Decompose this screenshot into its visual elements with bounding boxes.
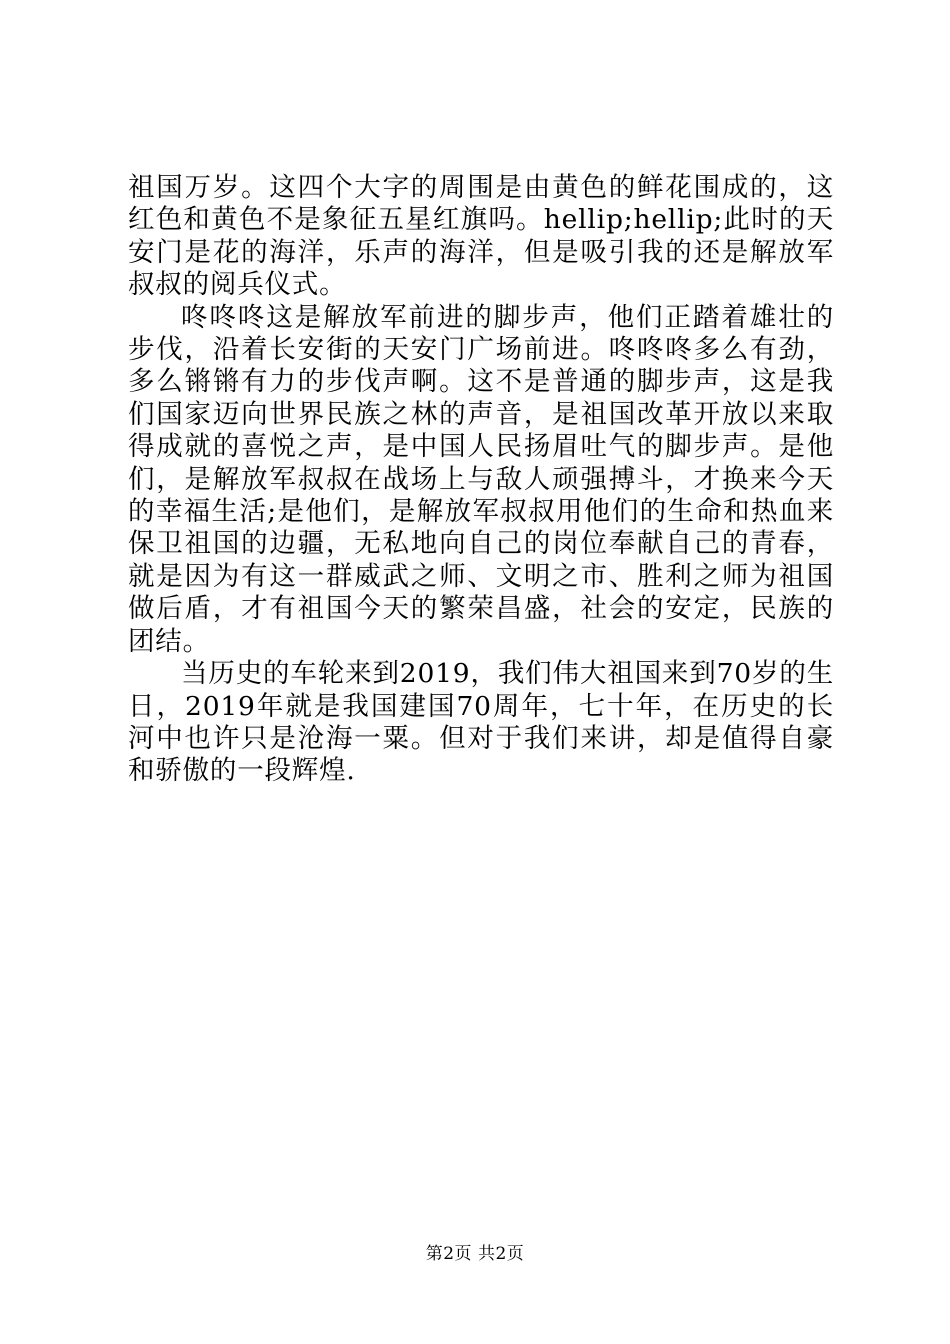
paragraph-2: 咚咚咚这是解放军前进的脚步声，他们正踏着雄壮的步伐，沿着长安街的天安门广场前进。咚咚咚多么有劲，多么锵锵有力的步伐声啊。这不是普通的脚步声，这是我们国家迈向世界民族之林的声音，是祖国改革开放以来取得成就的喜悦之声，是中国人民扬眉吐气的脚步声。是他们，是解放军叔叔在战场上与敌人顽强搏斗，才换来今天的幸福生活;是他们，是解放军叔叔用他们的生命和热血来保卫祖国的边疆，无私地向自己的岗位奉献自己的青春，就是因为有这一群威武之师、文明之市、胜利之师为祖国做后盾，才有祖国今天的繁荣昌盛，社会的安定，民族的团结。 [128, 301, 834, 657]
page-footer: 第2页 共2页 [425, 1244, 525, 1264]
document-body [128, 172, 834, 788]
paragraph-1: 祖国万岁。这四个大字的周围是由黄色的鲜花围成的，这红色和黄色不是象征五星红旗吗。hellip;hellip;此时的天安门是花的海洋，乐声的海洋，但是吸引我的还是解放军叔叔的阅兵仪式。 [128, 172, 834, 301]
paragraph-3: 当历史的车轮来到2019，我们伟大祖国来到70岁的生日，2019年就是我国建国70周年，七十年，在历史的长河中也许只是沧海一粟。但对于我们来讲，却是值得自豪和骄傲的一段辉煌. [128, 658, 834, 787]
